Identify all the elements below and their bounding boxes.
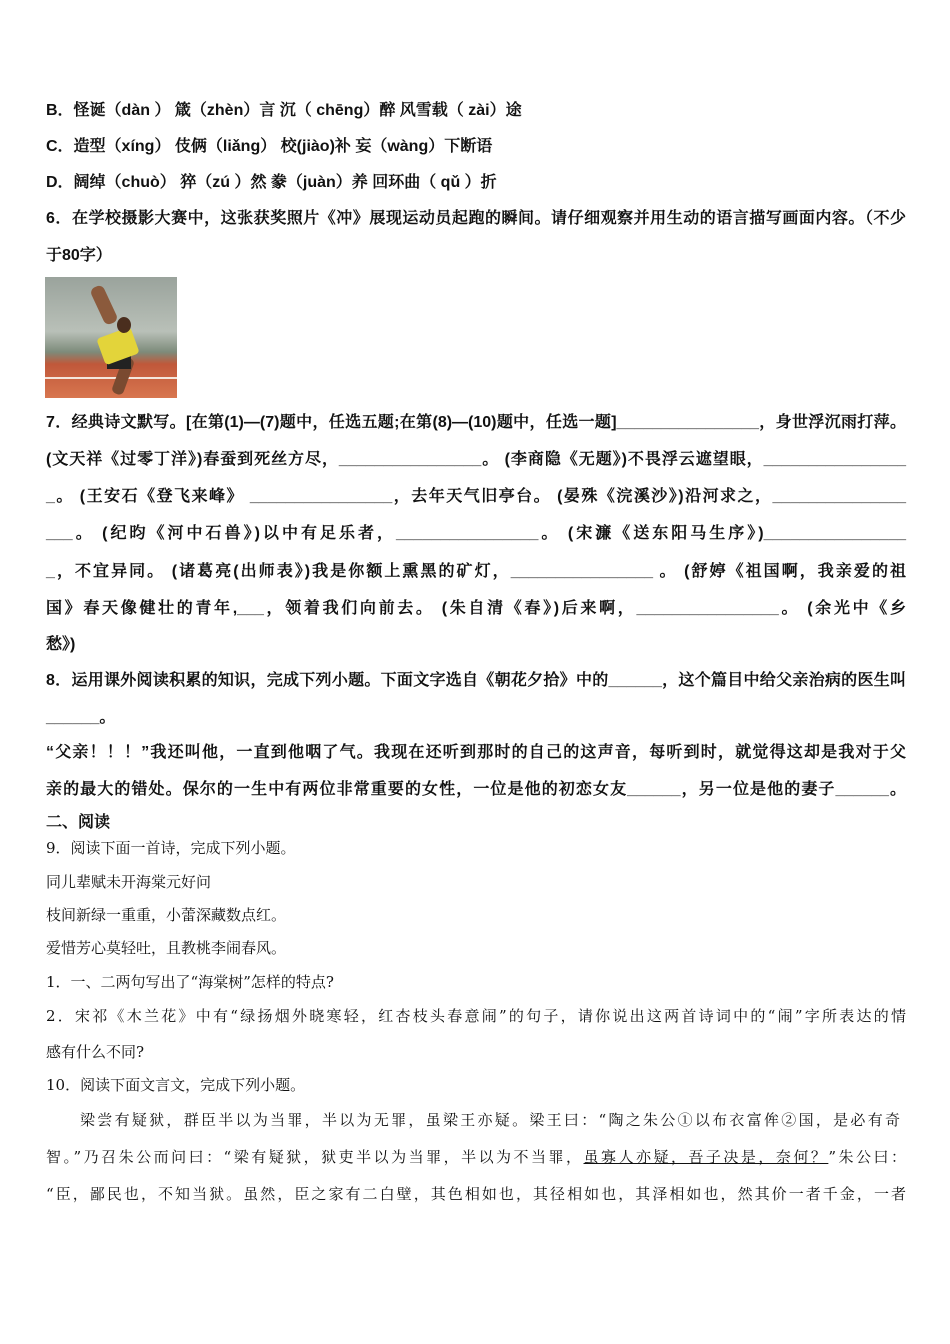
q8-line1: 8．运用课外阅读积累的知识，完成下列小题。下面文字选自《朝花夕拾》中的______，这个篇目中给父亲治病的医生叫	[46, 672, 906, 689]
q9-intro: 9．阅读下面一首诗，完成下列小题。	[46, 839, 296, 857]
q7-line: _，不宜异同。 (诸葛亮(出师表》)我是你额上熏黑的矿灯，________________ 。 (舒婷《祖国啊，我亲爱的祖	[46, 563, 906, 580]
q7-line: 7．经典诗文默写。[在第(1)—(7)题中，任选五题;在第(8)—(10)题中，任选一题]________________，身世浮沉雨打萍。	[46, 414, 906, 431]
underlined-sentence: 虽寡人亦疑，吾子决是，奈何？	[583, 1148, 829, 1166]
q6-line1: 6．在学校摄影大赛中，这张获奖照片《冲》展现运动员起跑的瞬间。请仔细观察并用生动的语言描写画面内容。（不少	[46, 210, 906, 227]
q10-para2	[46, 1147, 906, 1167]
q10-intro: 10．阅读下面文言文，完成下列小题。	[46, 1076, 306, 1094]
poem-line: 枝间新绿一重重，小蕾深藏数点红。	[46, 906, 287, 924]
q7-line: 国》春天像健壮的青年,___，领着我们向前去。 (朱自清《春》)后来啊，________________。 (余光中《乡	[46, 600, 906, 617]
q10-para2-text: ”朱公曰：	[828, 1148, 906, 1166]
option-b: B．怪诞（dàn ） 箴（zhèn）言 沉（ chēng）醉 风雪载（ zài）途	[46, 102, 522, 119]
q10-para1: 梁尝有疑狱，群臣半以为当罪，半以为无罪，虽梁王亦疑。梁王曰：“陶之朱公①以布衣富侔②国，是必有奇	[80, 1111, 900, 1129]
athlete-photo	[45, 277, 177, 398]
q7-line: _。 (王安石《登飞来峰》 ________________，去年天气旧亭台。 (晏殊《浣溪沙》)沿河求之，_______________	[46, 488, 906, 505]
section-heading: 二、阅读	[46, 814, 111, 831]
q8-line2: ______。	[46, 709, 116, 726]
q10-para2-text: 智。”乃召朱公而问曰：“梁有疑狱，狱吏半以为当罪，半以为不当罪，	[46, 1148, 584, 1166]
option-c: C．造型（xíng） 伎俩（liǎng） 校(jiào)补 妄（wàng）下断语	[46, 138, 493, 155]
poem-title: 同儿辈赋未开海棠元好问	[46, 873, 212, 891]
q7-line: 愁》)	[46, 636, 76, 653]
option-d: D．阔绰（chuò） 猝（zú ）然 豢（juàn）养 回环曲（ qǔ ）折	[46, 174, 497, 191]
q6-line2: 于80字）	[46, 247, 112, 264]
q9-sub2-line2: 感有什么不同?	[46, 1043, 145, 1061]
q7-line: ___。 (纪昀《河中石兽》)以中有足乐者，________________。 (宋濂《送东阳马生序》)________________	[46, 525, 906, 542]
q9-sub1: 1．一、二两句写出了“海棠树”怎样的特点?	[46, 973, 334, 991]
q7-line: (文天祥《过零丁洋》)春蚕到死丝方尽，________________。 (李商隐《无题》)不畏浮云遮望眼，________________	[46, 451, 906, 468]
q9-sub2-line1: 2．宋祁《木兰花》中有“绿扬烟外晓寒轻，红杏枝头春意闹”的句子，请你说出这两首诗词中的“闹”字所表达的情	[46, 1007, 906, 1025]
poem-line: 爱惜芳心莫轻吐，且教桃李闹春风。	[46, 939, 287, 957]
q8-quote2: 亲的最大的错处。保尔的一生中有两位非常重要的女性，一位是他的初恋女友______，另一位是他的妻子______。	[46, 781, 906, 798]
q10-para3: “臣，鄙民也，不知当狱。虽然，臣之家有二白壁，其色相如也，其径相如也，其泽相如也，然其价一者千金，一者	[46, 1185, 906, 1203]
q8-quote1: “父亲！！！”我还叫他，一直到他咽了气。我现在还听到那时的自己的这声音，每听到时，就觉得这却是我对于父	[46, 744, 906, 761]
